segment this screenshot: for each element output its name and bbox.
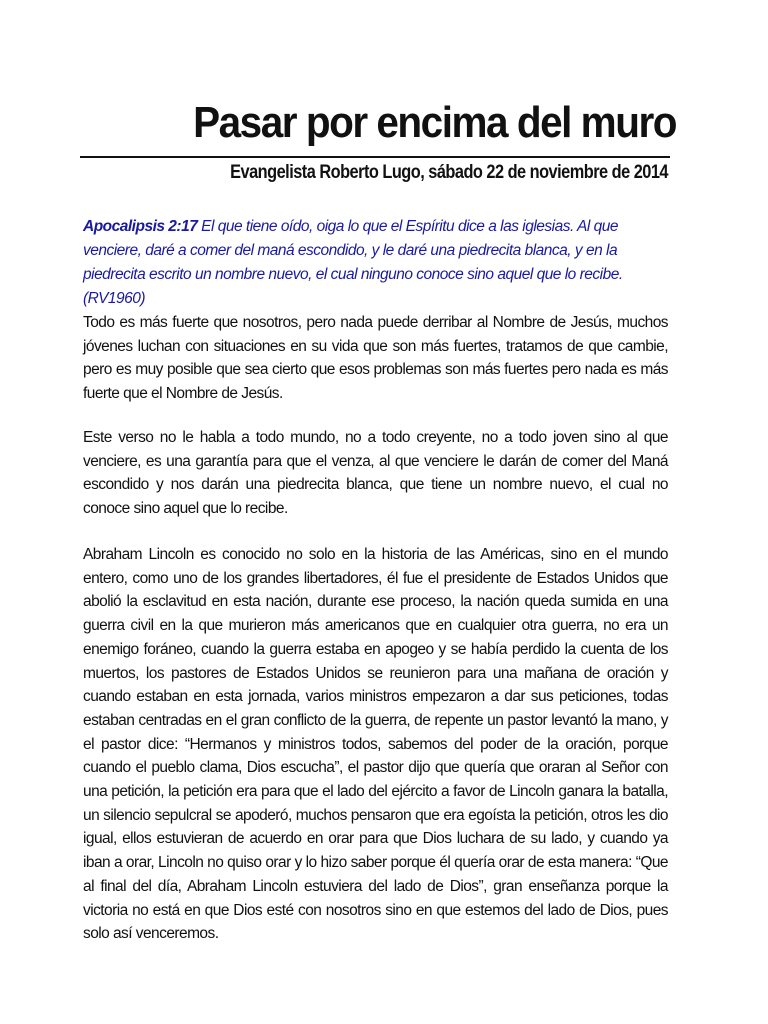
paragraph-3: Abraham Lincoln es conocido no solo en la historia de las Américas, sino en el mundo entero, como uno de los grandes libertadores, él fue el presidente de Estados Unidos que abolió la esclavitud en esta nación, durante ese proceso, la nación queda sumida en una guerra civil en la que murieron más americanos que en cualquier otra guerra, no era un enemigo foráneo, cuando la guerra estaba en apogeo y se había perdido la cuenta de los muertos, los pastores de Estados Unidos se reunieron para una mañana de oración y cuando estaban en esta jornada, varios ministros empezaron a dar sus peticiones, todas estaban centradas en el gran conflicto de la guerra, de repente un pastor levantó la mano, y el pastor dice: “Hermanos y ministros todos, sabemos del poder de la oración, porque cuando el pueblo clama, Dios escucha”, el pastor dijo que quería que oraran al Señor con una petición, la petición era para que el lado del ejército a favor de Lincoln ganara la batalla, un silencio sepulcral se apoderó, muchos pensaron que era egoísta la petición, otros les dio igual, ellos estuvieran de acuerdo en orar para que Dios luchara de su lado, y cuando ya iban a orar, Lincoln no quiso orar y lo hizo saber porque él quería orar de esta manera: “Que al final del día, Abraham Lincoln estuviera del lado de Dios”, gran enseñanza porque la victoria no está en que Dios esté con nosotros sino en que estemos del lado de Dios, pues solo así venceremos.: [83, 546, 668, 943]
verse-text: El que tiene oído, oiga lo que el Espíritu dice a las iglesias. Al que venciere, daré a comer del maná escondido, y le daré una piedrecita blanca, y en la piedrecita escrito un nombre nuevo, el cual ninguno conoce sino aquel que lo recibe. (RV1960): [83, 218, 623, 307]
title-divider: [80, 156, 670, 158]
author-date-line: Evangelista Roberto Lugo, sábado 22 de noviembre de 2014: [230, 162, 668, 183]
bible-verse: [83, 215, 668, 311]
verse-reference: Apocalipsis 2:17: [83, 218, 198, 235]
paragraph-2: Este verso no le habla a todo mundo, no a todo creyente, no a todo joven sino al que venciere, es una garantía para que el venza, al que venciere le darán de comer del Maná escondido y nos darán una piedrecita blanca, que tiene un nombre nuevo, el cual no conoce sino aquel que lo recibe.: [83, 429, 668, 518]
page-title: Pasar por encima del muro: [193, 98, 676, 147]
paragraph-1: Todo es más fuerte que nosotros, pero nada puede derribar al Nombre de Jesús, muchos jóvenes luchan con situaciones en su vida que son más fuertes, tratamos de que cambie, pero es muy posible que sea cierto que esos problemas son más fuertes pero nada es más fuerte que el Nombre de Jesús.: [83, 314, 668, 403]
